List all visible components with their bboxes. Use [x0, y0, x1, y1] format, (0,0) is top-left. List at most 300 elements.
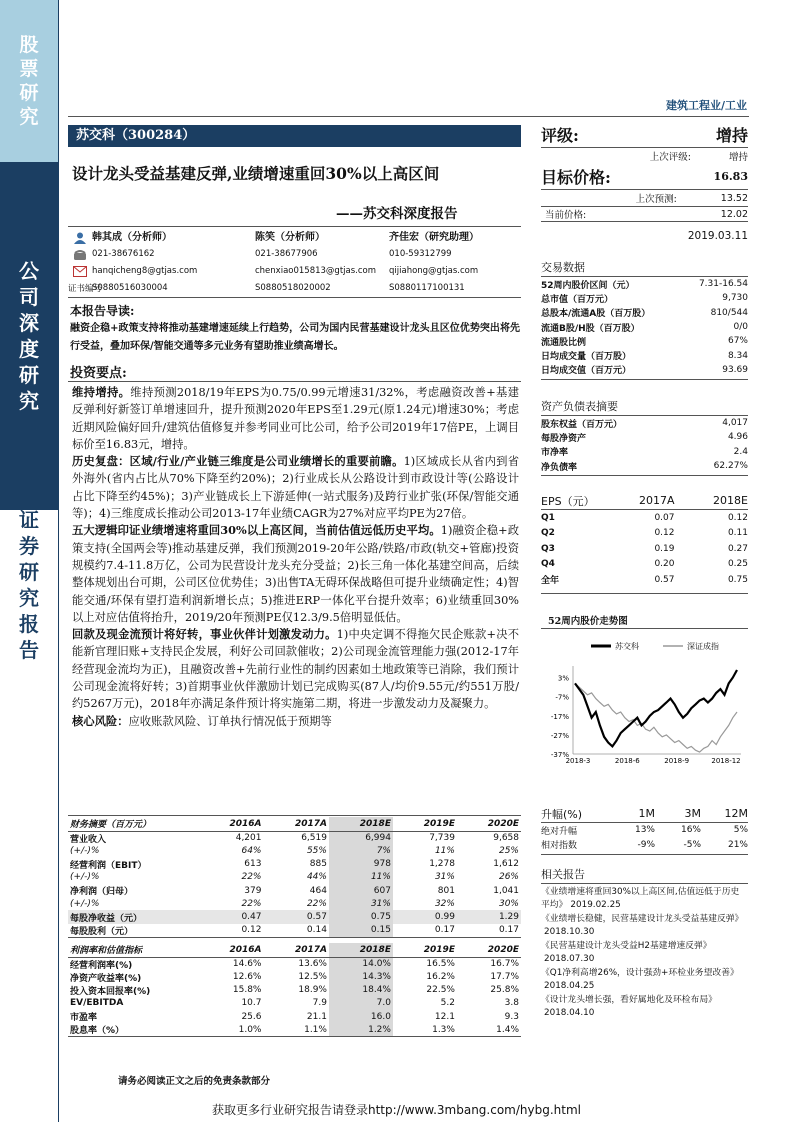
trade-value: 9,730 — [722, 293, 748, 304]
related-reports — [541, 866, 748, 1021]
eps-row — [541, 526, 748, 542]
disclaimer: 请务必阅读正文之后的免责条款部分 — [118, 1076, 271, 1087]
analyst-name: 齐佳宏（研究助理） — [389, 232, 479, 243]
row-label: 每股净收益（元） — [70, 913, 143, 924]
sidebar-text-1: 股票研究 — [19, 34, 39, 128]
eps-value: 0.12 — [654, 528, 675, 539]
table-cell: 0.75 — [329, 910, 393, 923]
balance-label: 股东权益（百万元） — [541, 419, 623, 430]
related-report-item[interactable] — [541, 940, 748, 965]
table-cell: 16.0 — [329, 1010, 393, 1023]
table-cell: 1.29 — [498, 912, 519, 923]
prev-pred-label: 上次预测: — [635, 194, 677, 205]
balance-row — [541, 445, 748, 459]
balance-rows — [541, 416, 748, 476]
eps-value: 0.11 — [727, 528, 748, 539]
related-report-date: 2018.04.10 — [544, 1007, 595, 1018]
table-cell: 22% — [241, 898, 262, 909]
current-price-label: 当前价格: — [545, 210, 587, 221]
target-price-label: 目标价格: — [541, 168, 611, 187]
table-cell: 801 — [437, 885, 455, 896]
trade-label: 总市值（百万元） — [541, 294, 614, 305]
table-row — [68, 884, 521, 897]
analyst-icons — [70, 229, 90, 280]
table-cell: 55% — [306, 846, 327, 857]
table-cell: 978 — [329, 858, 393, 871]
perf-row — [541, 838, 748, 853]
table-header-cell: 2018E — [329, 817, 393, 831]
sidebar-block-report — [0, 510, 58, 660]
table-row — [68, 831, 521, 845]
related-report-title: 《Q1净利高增26%，设计强劲+环检业务望改善》 — [541, 968, 739, 978]
related-report-title: 《民营基建设计龙头受益H2基建增速反弹》 — [541, 941, 712, 951]
row-label: EV/EBITDA — [70, 998, 124, 1009]
table-cell: 31% — [329, 897, 393, 910]
table-cell: 44% — [306, 872, 327, 883]
table-row — [68, 858, 521, 871]
analyst-email: chenxiao015813@gtjas.com — [255, 266, 377, 276]
table-cell: 11% — [434, 846, 455, 857]
y-tick-label: 3% — [557, 674, 569, 683]
eps-quarter: 全年 — [541, 576, 560, 587]
analyst-2 — [255, 229, 385, 297]
trade-row — [541, 306, 748, 320]
price-chart — [541, 632, 748, 772]
table-row — [68, 910, 521, 923]
eps-value: 0.25 — [727, 559, 748, 570]
perf-rule — [541, 854, 748, 855]
balance-row — [541, 459, 748, 473]
table-cell: 379 — [244, 885, 262, 896]
point-text: 1)中央定调不得拖欠民企账款+决不能新官理旧账+支持民企发展，利好公司回款催收；2)公司现金流管理能力强(2012-17年经营现金流均为正)，且融资改善+先前行业性的制约因素如土地政策等已消除，我们预计公司现金流将好转；3)首期事业伙伴激励计划已完成购买(87人/均价9.55元/约551万股/约5267万元)，2018年亦满足条件预计将实施第二期，将进一步激发动力及凝聚力。 — [72, 628, 519, 711]
table-cell: 885 — [309, 859, 327, 870]
trade-row — [541, 320, 748, 334]
eps-value: 0.12 — [727, 512, 748, 523]
table-cell: 607 — [329, 884, 393, 897]
table-cell: 0.12 — [198, 924, 263, 938]
table-cell: 9.3 — [504, 1011, 519, 1022]
table-cell: 0.15 — [329, 924, 393, 938]
trade-value: 810/544 — [710, 307, 748, 318]
point-paragraph — [72, 453, 519, 522]
row-label: (+/-)% — [70, 898, 100, 909]
point-lead: 回款及现金流预计将好转，事业伙伴计划激发动力。 — [72, 627, 337, 642]
table-cell: 26% — [498, 872, 519, 883]
table-cell: 7.0 — [329, 997, 393, 1010]
analyst-phone: 010-59312799 — [389, 249, 452, 259]
x-tick-label: 2018-3 — [565, 757, 591, 765]
row-label: 净利润（归母） — [70, 887, 134, 898]
x-tick-label: 2018-9 — [664, 757, 690, 765]
row-label: (+/-)% — [70, 846, 100, 857]
perf-row — [541, 823, 748, 838]
table-header-row — [68, 817, 521, 831]
table-cell: 1.0% — [198, 1023, 263, 1037]
trade-value: 0/0 — [733, 322, 748, 333]
eps-value: 0.27 — [727, 543, 748, 554]
perf-table — [541, 805, 748, 855]
points-title: 投资要点: — [70, 366, 127, 381]
table-row — [68, 984, 521, 997]
sidebar-block-stock-research — [0, 0, 58, 162]
table-cell: 11% — [329, 871, 393, 884]
table-cell: 32% — [434, 898, 455, 909]
table-cell: 21.1 — [306, 1011, 327, 1022]
related-report-date: 2018.10.30 — [544, 926, 595, 937]
eps-quarter: Q4 — [541, 559, 555, 570]
balance-value: 4,017 — [722, 418, 748, 429]
related-report-title: 《设计龙头增长强，看好属地化及环检布局》 — [541, 995, 717, 1005]
row-label: 经营利润率(%) — [70, 960, 133, 971]
sidebar-text-3: 证券研究报告 — [19, 508, 39, 662]
eps-row — [541, 541, 748, 557]
related-list — [541, 884, 748, 1019]
table-cell: 31% — [434, 872, 455, 883]
analyst-cert: S0880117100131 — [389, 283, 465, 293]
table-cell: 1.3% — [393, 1023, 457, 1037]
related-report-title: 《业绩增速将重回30%以上高区间,估值远低于历史平均》 — [541, 887, 740, 910]
table-cell: 12.5% — [298, 972, 327, 983]
trade-label: 52周内股价区间（元） — [541, 280, 635, 291]
table-cell: 64% — [241, 846, 262, 857]
eps-rows — [541, 510, 748, 588]
table-cell: 17.7% — [490, 972, 519, 983]
table-header-cell: 2017A — [263, 817, 328, 831]
chart-rule — [541, 593, 748, 594]
prev-rating-value: 增持 — [728, 152, 748, 163]
prev-rating-label: 上次评级: — [649, 152, 691, 163]
table-cell: 7,739 — [429, 833, 455, 843]
related-report-item[interactable] — [541, 967, 748, 992]
guide-text: 融资企稳+政策支持将推动基建增速延续上行趋势，公司为国内民营基建设计龙头且区位优势突出将先行受益，叠加环保/智能交通等多元业务有望助推业绩高增长。 — [70, 323, 520, 352]
table-cell: 1,612 — [493, 859, 519, 870]
table-cell: 1,041 — [493, 885, 519, 896]
perf-header: 12M — [724, 807, 748, 820]
balance-value: 4.96 — [727, 432, 748, 443]
analyst-rule — [68, 226, 521, 227]
balance-summary — [541, 398, 748, 476]
point-lead: 历史复盘：区域/行业/产业链三维度是公司业绩增长的重要前瞻。 — [72, 454, 404, 469]
table-header-cell: 2020E — [457, 943, 521, 957]
analyst-phone: 021-38677906 — [255, 249, 318, 259]
table-cell: 7% — [329, 845, 393, 858]
trade-value: 7.31-16.54 — [698, 279, 748, 290]
chart-title: 52周内股价走势图 — [548, 616, 628, 627]
table-cell: 14.3% — [329, 971, 393, 984]
industry-label: 建筑工程业/工业 — [665, 99, 747, 112]
related-report-item[interactable] — [541, 886, 748, 911]
eps-quarter: Q3 — [541, 543, 555, 554]
trade-value: 8.34 — [727, 350, 748, 361]
balance-label: 市净率 — [541, 448, 569, 459]
perf-header: 3M — [684, 807, 701, 820]
point-lead: 核心风险： — [72, 713, 129, 728]
person-icon — [70, 229, 90, 246]
row-label: (+/-)% — [70, 872, 100, 883]
page-title: 设计龙头受益基建反弹,业绩增速重回30%以上高区间 — [72, 164, 440, 183]
perf-header: 升幅(%) — [541, 807, 583, 821]
balance-value: 2.4 — [733, 446, 748, 457]
email-icon — [70, 263, 90, 280]
header-rule — [68, 116, 749, 117]
point-paragraph — [72, 522, 519, 626]
table-cell: 1,278 — [429, 859, 455, 870]
perf-value: -5% — [683, 839, 701, 850]
table-row — [68, 897, 521, 910]
rating-label: 评级: — [541, 126, 579, 145]
point-paragraph — [72, 384, 519, 453]
x-tick-label: 2018-12 — [711, 757, 741, 765]
y-tick-label: -7% — [555, 693, 569, 702]
related-report-date: 2018.07.30 — [544, 953, 595, 964]
financial-summary-table — [68, 817, 521, 938]
balance-value: 62.27% — [713, 461, 748, 472]
table-cell: 3.8 — [504, 998, 519, 1009]
sidebar-block-company — [0, 162, 58, 510]
perf-label: 绝对升幅 — [541, 826, 578, 837]
fin-rule-top — [68, 815, 521, 816]
point-lead: 五大逻辑印证业绩增速将重回30%以上高区间，当前估值远低历史平均。 — [72, 523, 441, 538]
table-cell: 6,519 — [301, 833, 327, 843]
point-text: 1)区域成长从省内到省外海外(省内占比从70%下降至约20%)；2)行业成长从公路设计到市政设计等(公路设计占比下降至约45%)；3)产业链成长上下游延伸(一站式服务)及跨行业扩张(环保/智能交通等)；4)三维度成长推动公司2013-17年业绩CAGR为27%对应平均PE为27倍。 — [72, 455, 519, 521]
table-header-cell: 2016A — [198, 817, 263, 831]
analyst-email: qijiahong@gtjas.com — [389, 266, 479, 276]
table-row — [68, 871, 521, 884]
point-text: 1)融资企稳+政策支持(全国两会等)推动基建反弹，我们预测2019-20年公路/铁路/市政(轨交+管廊)投资规模约7.4-11.8万亿，公司为民营设计龙头充分受益；2)长三角一体化基建空间高，后续整体规划出台可期，公司区位优势佳；3)出售TA无碍环保战略但可提升业绩确定性；4)智能交通/环保有望打造利润新增长点；5)推进ERP一体化平台提升效率；6)业绩重回30%以上对应估值将抬升，2019/20年预测PE仅12.3/9.5倍明显低估。 — [72, 524, 519, 624]
trade-label: 流通B股/H股（百万股） — [541, 323, 640, 334]
row-label: 经营利润（EBIT） — [70, 860, 147, 871]
table-cell: 0.17 — [393, 924, 457, 938]
table-cell: 0.14 — [263, 924, 328, 938]
trade-row — [541, 334, 748, 348]
row-label: 投入资本回报率(%) — [70, 986, 151, 997]
sidebar-text-2: 公司深度研究 — [19, 259, 39, 413]
table-cell: 25.6 — [241, 1011, 262, 1022]
perf-header: 1M — [638, 807, 655, 820]
analyst-name: 韩其成（分析师） — [92, 232, 172, 243]
table-cell: 1.4% — [457, 1023, 521, 1037]
balance-row — [541, 430, 748, 444]
eps-header: 2018E — [713, 494, 748, 507]
rating-value: 增持 — [715, 126, 748, 145]
balance-label: 净负债率 — [541, 462, 578, 473]
table-cell: 464 — [309, 885, 327, 896]
table-header-cell: 2016A — [198, 943, 263, 957]
related-report-title: 《业绩增长稳健，民营基建设计龙头受益基建反弹》 — [541, 914, 744, 924]
trade-rule — [541, 379, 748, 380]
trade-data — [541, 259, 748, 380]
balance-title: 资产负债表摘要 — [541, 398, 748, 416]
y-tick-label: -17% — [550, 712, 569, 721]
table-cell: 0.57 — [306, 912, 327, 923]
table-cell: 12.6% — [232, 972, 262, 983]
table-header-cell: 2020E — [457, 817, 521, 831]
balance-label: 每股净资产 — [541, 433, 587, 444]
perf-value: 16% — [680, 825, 701, 836]
table-row — [68, 997, 521, 1010]
report-date: 2019.03.11 — [687, 230, 748, 242]
eps-header: 2017A — [638, 494, 675, 507]
table-cell: 16.7% — [490, 959, 519, 969]
table-row — [68, 845, 521, 858]
rating-box — [541, 122, 748, 242]
row-label: 净资产收益率(%) — [70, 973, 142, 984]
guide-section — [70, 302, 520, 356]
point-lead: 维持增持。 — [72, 385, 131, 399]
point-paragraph — [72, 626, 519, 712]
trade-label: 日均成交值（百万元） — [541, 366, 632, 377]
analyst-rule-bottom — [68, 297, 521, 298]
page-subtitle: ——苏交科深度报告 — [336, 206, 458, 222]
eps-value: 0.20 — [654, 559, 675, 570]
point-text: 维持预测2018/19年EPS为0.75/0.99元增速31/32%，考虑融资改善+基建反弹利好新签订单增速回升，提升预测2020年EPS至1.29元(原1.24元)增速30%；考虑近期风险偏好回升/建筑估值修复并参考同业可比公司，给予公司2019年17倍PE，上调目标价至16.83元，增持。 — [72, 386, 519, 451]
points-rule — [68, 381, 521, 382]
table-cell: 1.1% — [263, 1023, 328, 1037]
perf-value: 21% — [727, 839, 748, 850]
y-tick-label: -37% — [550, 751, 569, 759]
trade-row — [541, 348, 748, 362]
table-cell: 12.1 — [434, 1011, 455, 1022]
footer-link[interactable]: 获取更多行业研究报告请登录http://www.3mbang.com/hybg.html — [211, 1103, 581, 1117]
table-cell: 0.47 — [241, 912, 262, 923]
table-cell: 7.9 — [312, 998, 327, 1009]
table-cell: 13.6% — [298, 959, 327, 969]
related-report-item[interactable] — [541, 994, 748, 1019]
table-cell: 30% — [498, 898, 519, 909]
table-cell: 9,658 — [493, 833, 519, 843]
balance-row — [541, 416, 748, 430]
sidebar-divider — [58, 0, 59, 1122]
trade-value: 93.69 — [722, 364, 748, 375]
table-header-cell: 财务摘要（百万元） — [68, 817, 198, 831]
table-cell: 1.2% — [329, 1023, 393, 1037]
table-cell: 5.2 — [440, 998, 455, 1009]
point-text: 应收账款风险、订单执行情况低于预期等 — [128, 714, 332, 728]
related-report-date: 2019.02.25 — [570, 899, 621, 910]
current-price-value: 12.02 — [720, 208, 748, 220]
table-row — [68, 971, 521, 984]
series-line-stock — [575, 670, 737, 746]
analyst-phone: 021-38676162 — [92, 249, 155, 259]
table-cell: 6,994 — [329, 831, 393, 845]
eps-value: 0.07 — [654, 512, 675, 523]
table-cell: 14.6% — [232, 959, 262, 969]
trade-row — [541, 291, 748, 305]
table-header-cell: 2019E — [393, 817, 457, 831]
company-name: 苏交科（300284） — [76, 128, 196, 143]
company-bar — [68, 125, 521, 147]
trade-data-title: 交易数据 — [541, 259, 748, 277]
trade-label: 日均成交量（百万股） — [541, 352, 632, 363]
perf-value: 13% — [634, 825, 655, 836]
eps-quarter: Q2 — [541, 528, 555, 539]
table-cell: 613 — [244, 859, 262, 870]
table-cell: 0.17 — [457, 924, 521, 938]
analyst-cert: S0880518020002 — [255, 283, 331, 293]
guide-title: 本报告导读: — [70, 304, 135, 318]
chart-rule-2 — [541, 628, 748, 629]
table-header-cell: 利润率和估值指标 — [68, 943, 198, 957]
table-row — [68, 957, 521, 971]
eps-row — [541, 572, 748, 588]
eps-value: 0.57 — [654, 574, 675, 585]
table-cell: 25% — [498, 846, 519, 857]
perf-rows — [541, 823, 748, 855]
analyst-1 — [92, 229, 252, 297]
table-cell: 22% — [306, 898, 327, 909]
analyst-email: hanqicheng8@gtjas.com — [92, 266, 198, 276]
table-cell: 10.7 — [241, 998, 262, 1009]
row-label: 营业收入 — [70, 834, 107, 845]
table-cell: 25.8% — [490, 985, 519, 996]
table-header-cell: 2017A — [263, 943, 328, 957]
eps-value: 0.75 — [727, 574, 748, 585]
table-cell: 16.5% — [426, 959, 455, 969]
trade-value: 67% — [727, 336, 748, 347]
point-paragraph — [72, 713, 519, 730]
table-cell: 22.5% — [426, 985, 455, 996]
trade-label: 总股本/流通A股（百万股） — [541, 309, 651, 320]
table-cell: 18.4% — [329, 984, 393, 997]
eps-quarter: Q1 — [541, 512, 555, 523]
investment-points — [72, 384, 519, 730]
row-label: 每股股利（元） — [68, 924, 198, 938]
prev-pred-value: 13.52 — [720, 192, 748, 204]
eps-table — [541, 492, 748, 588]
table-header-cell: 2018E — [329, 943, 393, 957]
cert-label: 证书编号 — [68, 284, 103, 294]
perf-label: 相对指数 — [541, 841, 578, 852]
table-header-row — [68, 943, 521, 957]
trade-label: 流通股比例 — [541, 337, 587, 348]
legend-label: 深证成指 — [687, 642, 719, 651]
x-tick-label: 2018-6 — [614, 757, 640, 765]
table-row — [68, 1023, 521, 1037]
trade-row — [541, 363, 748, 377]
table-row — [68, 924, 521, 938]
table-cell: 14.0% — [329, 957, 393, 971]
valuation-table — [68, 943, 521, 1037]
series-line-index — [575, 683, 737, 752]
phone-icon — [70, 246, 90, 263]
row-label: 市盈率 — [70, 1013, 98, 1024]
related-report-date: 2018.04.25 — [544, 980, 595, 991]
table-row — [68, 1010, 521, 1023]
related-title: 相关报告 — [541, 866, 748, 884]
y-tick-label: -27% — [550, 731, 569, 740]
trade-data-rows — [541, 277, 748, 380]
trade-row — [541, 277, 748, 291]
related-report-item[interactable] — [541, 913, 748, 938]
analyst-cert: S0880516030004 — [92, 283, 168, 293]
analyst-name: 陈笑（分析师） — [255, 232, 325, 243]
table-cell: 0.99 — [434, 912, 455, 923]
row-label: 股息率（%） — [68, 1023, 198, 1037]
table-cell: 16.2% — [426, 972, 455, 983]
eps-row — [541, 510, 748, 526]
perf-value: 5% — [733, 825, 748, 836]
eps-header: EPS（元） — [541, 494, 595, 508]
perf-value: -9% — [637, 839, 655, 850]
table-cell: 4,201 — [235, 833, 262, 843]
target-price-value: 16.83 — [713, 170, 748, 183]
eps-value: 0.19 — [654, 543, 675, 554]
table-cell: 18.9% — [298, 985, 327, 996]
legend-label: 苏交科 — [615, 642, 639, 651]
table-header-cell: 2019E — [393, 943, 457, 957]
analyst-3 — [389, 229, 521, 297]
table-cell: 15.8% — [232, 985, 262, 996]
